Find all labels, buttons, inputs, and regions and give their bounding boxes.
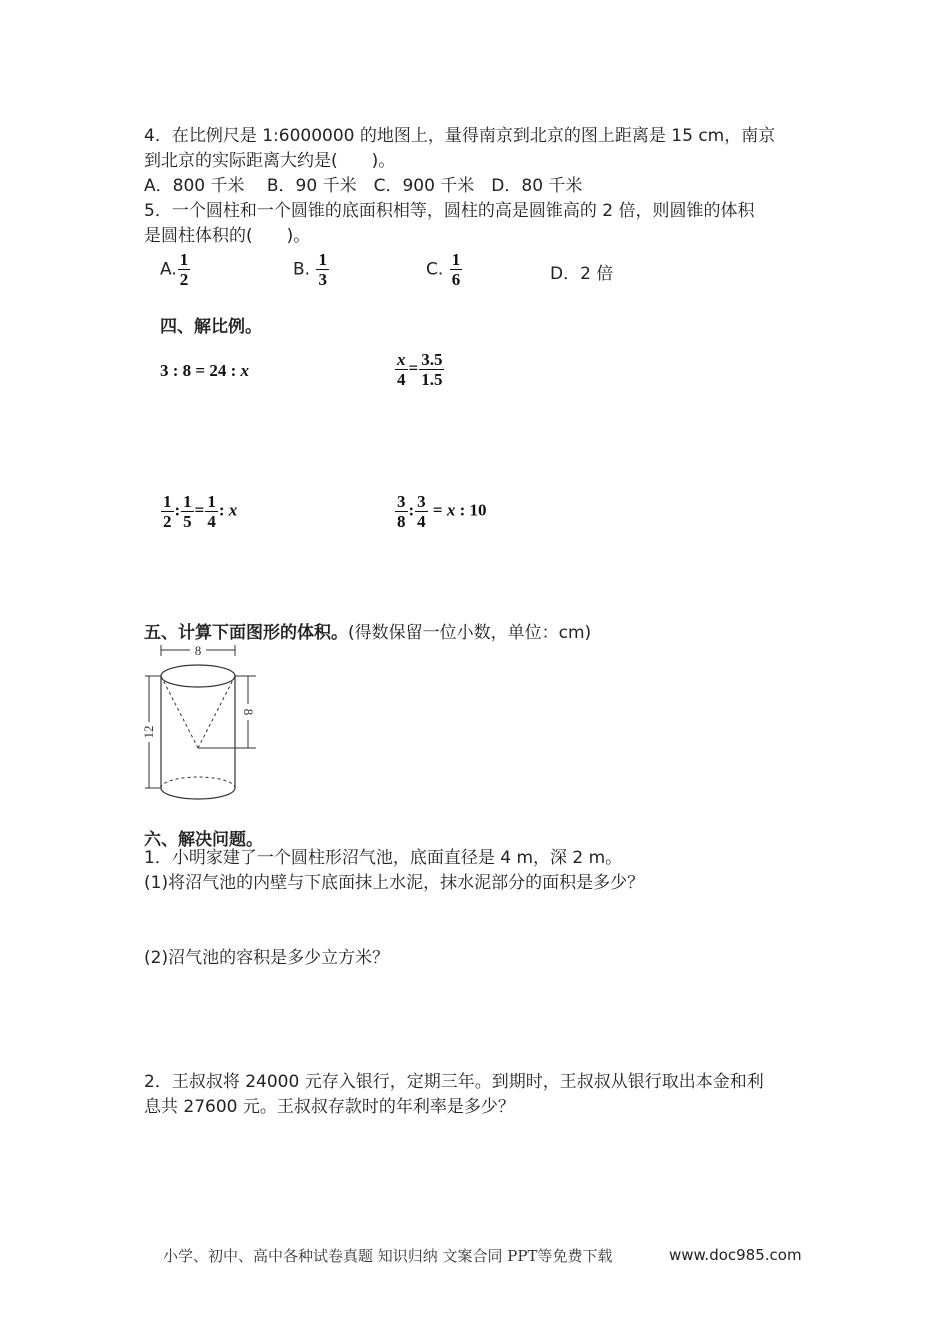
section5-note: (得数保留一位小数，单位：cm) <box>348 623 592 643</box>
cylinder-cone-diagram <box>140 642 270 804</box>
eq4-rhs: : 10 <box>459 500 487 520</box>
q5-option-a <box>160 250 191 289</box>
eq4 <box>394 492 487 531</box>
section5-title: 五、计算下面图形的体积。 <box>144 623 348 643</box>
eq4-colon: : <box>408 500 415 520</box>
eq3-f1n: 1 <box>163 492 172 511</box>
eq2-den2: 1.5 <box>421 370 443 389</box>
q5-option-b <box>293 250 330 289</box>
footer-url[interactable]: www.doc985.com <box>669 1246 802 1264</box>
q4-line2: 到北京的实际距离大约是( )。 <box>144 151 396 171</box>
eq3-f2n: 1 <box>183 492 192 511</box>
eq1-text: 3 : 8 = 24 : <box>160 361 241 380</box>
eq3-var: x <box>228 500 238 520</box>
q5-option-c <box>426 250 463 289</box>
option-label: B. <box>293 259 311 280</box>
section4-title: 四、解比例。 <box>160 317 262 337</box>
eq2-equals: = <box>408 358 419 378</box>
eq4-equals: = <box>432 500 443 520</box>
cone-height-label: 8 <box>241 708 256 716</box>
frac-den: 2 <box>179 270 189 289</box>
eq3-equals: = <box>194 500 205 520</box>
eq3-f1d: 2 <box>163 512 172 531</box>
eq3 <box>160 492 237 531</box>
eq3-f3n: 1 <box>207 492 216 511</box>
eq1-var: x <box>240 361 250 380</box>
option-label: C. <box>426 259 444 280</box>
eq4-var: x <box>446 500 456 520</box>
cylinder-top <box>161 665 235 687</box>
cylinder-bottom-front <box>161 788 235 799</box>
section6-title: 六、解决问题。 <box>144 830 263 850</box>
cylinder-bottom-back <box>161 777 235 788</box>
section6-p1a: (1)将沼气池的内壁与下底面抹上水泥，抹水泥部分的面积是多少？ <box>144 873 645 893</box>
eq2-num2: 3.5 <box>421 350 443 369</box>
frac-num: 1 <box>318 250 327 269</box>
section6-p2-line1: 2．王叔叔将 24000 元存入银行，定期三年。到期时，王叔叔从银行取出本金和利 <box>144 1072 764 1092</box>
q5-option-d: D．2 倍 <box>550 264 614 284</box>
section6-p1b: (2)沼气池的容积是多少立方米？ <box>144 948 390 968</box>
eq3-f2d: 5 <box>183 512 192 531</box>
q4-line1: 4．在比例尺是 1:6000000 的地图上，量得南京到北京的图上距离是 15 cm，南京 <box>144 126 776 146</box>
eq3-colon2: : <box>218 500 225 520</box>
q5-line1: 5．一个圆柱和一个圆锥的底面积相等，圆柱的高是圆锥高的 2 倍，则圆锥的体积 <box>144 201 755 221</box>
frac-den: 6 <box>451 270 461 289</box>
eq2-den1: 4 <box>397 370 406 389</box>
eq4-f1d: 8 <box>397 512 406 531</box>
height-label: 12 <box>141 725 156 739</box>
footer-text: 小学、初中、高中各种试卷真题 知识归纳 文案合同 PPT等免费下载 <box>163 1247 613 1265</box>
option-label: A. <box>160 259 177 280</box>
q4-options: A．800 千米 B．90 千米 C．900 千米 D．80 千米 <box>144 176 583 196</box>
eq3-colon: : <box>174 500 181 520</box>
eq4-f1n: 3 <box>397 492 406 511</box>
eq2 <box>394 350 445 389</box>
eq4-f2d: 4 <box>417 512 426 531</box>
eq2-num1: x <box>397 350 406 369</box>
section6-p2-line2: 息共 27600 元。王叔叔存款时的年利率是多少？ <box>144 1097 515 1117</box>
eq3-f3d: 4 <box>207 512 216 531</box>
frac-den: 3 <box>318 270 327 289</box>
frac-num: 1 <box>451 250 461 269</box>
section6-p1: 1．小明家建了一个圆柱形沼气池，底面直径是 4 m，深 2 m。 <box>144 848 623 868</box>
frac-num: 1 <box>179 250 189 269</box>
q5-line2: 是圆柱体积的( )。 <box>144 226 311 246</box>
eq4-f2n: 3 <box>417 492 426 511</box>
eq1 <box>160 361 249 381</box>
diameter-label: 8 <box>194 643 202 658</box>
